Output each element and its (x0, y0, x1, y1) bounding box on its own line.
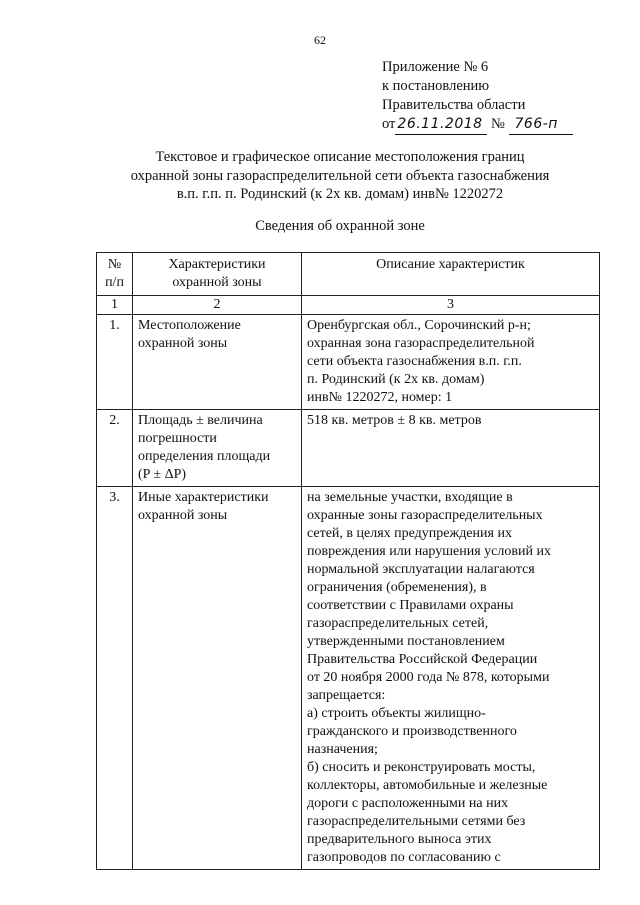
cell-line: от 20 ноября 2000 года № 878, которыми (307, 670, 550, 685)
protection-zone-table (96, 252, 600, 870)
cell-line: газораспределительными сетями без (307, 814, 526, 829)
header-num (97, 253, 133, 296)
table-header-row (97, 253, 600, 296)
cell-line: сетей, в целях предупреждения их (307, 526, 512, 541)
cell-line: (P ± ΔP) (138, 467, 187, 482)
cell-line: коллекторы, автомобильные и железные (307, 778, 548, 793)
cell-line: соответствии с Правилами охраны (307, 598, 514, 613)
cell-line: газораспределительных сетей, (307, 616, 489, 631)
cell-line: повреждения или нарушения условий их (307, 544, 551, 559)
header-char-line-1: Характеристики (168, 257, 266, 272)
appendix-line-2: к постановлению (382, 78, 490, 94)
cell-line: инв№ 1220272, номер: 1 (307, 390, 453, 405)
cell-line: предварительного выноса этих (307, 832, 492, 847)
cell-line: нормальной эксплуатации налагаются (307, 562, 535, 577)
index-cell-2: 2 (133, 296, 302, 315)
index-cell-1: 1 (97, 296, 133, 315)
cell-line: Иные характеристики (138, 490, 269, 505)
table-row (97, 487, 600, 870)
header-characteristic (133, 253, 302, 296)
table-row (97, 410, 600, 487)
date-prefix: от (382, 116, 396, 132)
cell-line: дороги с расположенными на них (307, 796, 509, 811)
document-title (60, 148, 620, 204)
cell-line: Правительства Российской Федерации (307, 652, 538, 667)
cell-line: утвержденными постановлением (307, 634, 505, 649)
cell-line: ограничения (обременения), в (307, 580, 487, 595)
appendix-title: Приложение № 6 (382, 59, 489, 75)
title-line-3: в.п. г.п. п. Родинский (к 2х кв. домам) инв№ 1220272 (176, 186, 504, 202)
title-line-1: Текстовое и графическое описание местоположения границ (155, 149, 525, 165)
handwritten-date: 26.11.2018 (395, 115, 487, 135)
cell-line: Оренбургская обл., Сорочинский р-н; (307, 318, 531, 333)
number-prefix: № (491, 116, 505, 132)
appendix-line-3: Правительства области (382, 97, 526, 113)
cell-line: назначения; (307, 742, 378, 757)
cell-line: 518 кв. метров ± 8 кв. метров (307, 413, 482, 428)
table-index-row (97, 296, 600, 315)
row-description (302, 315, 600, 410)
row-characteristic (133, 315, 302, 410)
cell-line: гражданского и производственного (307, 724, 517, 739)
cell-line: охранная зона газораспределительной (307, 336, 535, 351)
cell-line: определения площади (138, 449, 271, 464)
cell-line: запрещается: (307, 688, 386, 703)
row-num: 2. (97, 410, 133, 487)
header-char-line-2: охранной зоны (172, 275, 262, 290)
row-num: 3. (97, 487, 133, 870)
page-number: 62 (314, 33, 326, 47)
cell-line: Площадь ± величина (138, 413, 263, 428)
cell-line: б) сносить и реконструировать мосты, (307, 760, 536, 775)
appendix-block (382, 58, 573, 135)
row-characteristic (133, 410, 302, 487)
cell-line: сети объекта газоснабжения в.п. г.п. (307, 354, 522, 369)
cell-line: охранной зоны (138, 336, 228, 351)
row-description (302, 487, 600, 870)
cell-line: п. Родинский (к 2х кв. домам) (307, 372, 485, 387)
appendix-date-line (382, 115, 573, 135)
cell-line: газопроводов по согласованию с (307, 850, 501, 865)
header-num-line-2: п/п (105, 275, 124, 290)
section-heading: Сведения об охранной зоне (255, 218, 425, 234)
header-description: Описание характеристик (302, 253, 600, 296)
index-cell-3: 3 (302, 296, 600, 315)
header-num-line-1: № (107, 257, 122, 272)
cell-line: охранной зоны (138, 508, 228, 523)
cell-line: а) строить объекты жилищно- (307, 706, 486, 721)
row-characteristic (133, 487, 302, 870)
handwritten-number: 766-п (509, 115, 573, 135)
title-line-2: охранной зоны газораспределительной сети объекта газоснабжения (130, 167, 550, 184)
row-num: 1. (97, 315, 133, 410)
table-row (97, 315, 600, 410)
row-description (302, 410, 600, 487)
cell-line: охранные зоны газораспределительных (307, 508, 543, 523)
cell-line: Местоположение (138, 318, 241, 333)
cell-line: на земельные участки, входящие в (307, 490, 513, 505)
cell-line: погрешности (138, 431, 217, 446)
